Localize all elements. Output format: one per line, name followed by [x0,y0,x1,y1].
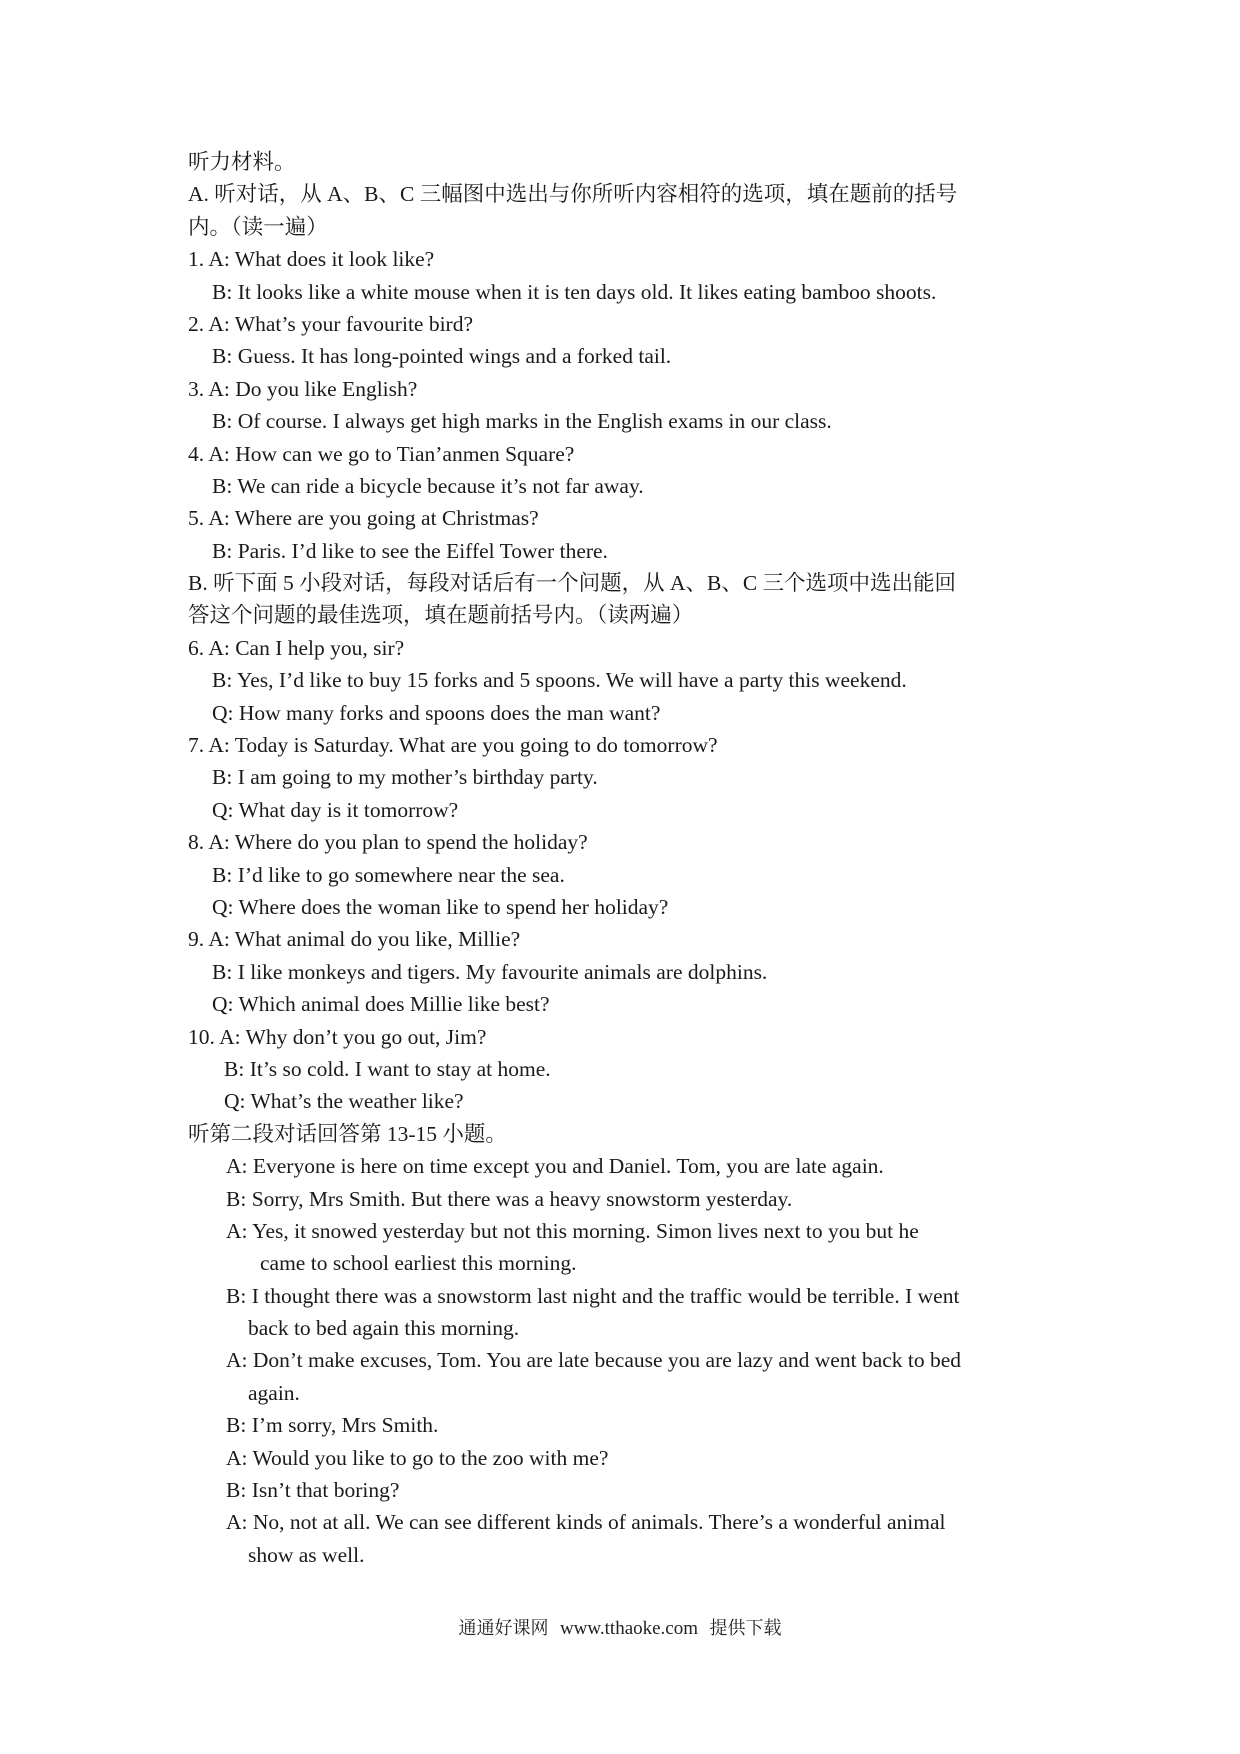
speaker-b-line: B: It’s so cold. I want to stay at home. [224,1056,551,1081]
dialogue-line-continuation: show as well. [248,1542,365,1567]
dialogue-line [188,1280,1093,1345]
dialogue-line: B: Isn’t that boring? [226,1478,400,1503]
dialogue-2-heading: 听第二段对话回答第 13-15 小题。 [188,1121,507,1146]
speaker-a-line: 10. A: Why don’t you go out, Jim? [188,1024,487,1049]
dialogue-line-text: A: No, not at all. We can see different kinds of animals. There’s a wonderful animal [226,1510,946,1535]
speaker-b-line: B: Of course. I always get high marks in the English exams in our class. [212,409,832,434]
section-a-item [188,243,1093,308]
speaker-a-line: 7. A: Today is Saturday. What are you going to do tomorrow? [188,733,718,758]
speaker-b-line: B: Yes, I’d like to buy 15 forks and 5 spoons. We will have a party this weekend. [212,668,907,693]
section-a-item [188,373,1093,438]
section-b-item [188,826,1093,923]
section-b-instruction-line-1: B. 听下面 5 小段对话，每段对话后有一个问题，从 A、B、C 三个选项中选出能回 [188,571,957,596]
section-a-instruction-line-2: 内。（读一遍） [188,214,328,239]
question-line: Q: Where does the woman like to spend her holiday? [212,894,669,919]
question-line: Q: What day is it tomorrow? [212,797,459,822]
question-line: Q: Which animal does Millie like best? [212,992,550,1017]
section-a-item [188,438,1093,503]
speaker-a-line: 8. A: Where do you plan to spend the holiday? [188,830,588,855]
page-footer [0,1617,1240,1641]
listening-material-document [188,146,1093,1571]
footer-suffix: 提供下载 [709,1618,782,1639]
dialogue-line: B: Sorry, Mrs Smith. But there was a heavy snowstorm yesterday. [226,1186,793,1211]
dialogue-line-text: A: Don’t make excuses, Tom. You are late because you are lazy and went back to bed [226,1348,962,1373]
dialogue-line-continuation: again. [248,1380,300,1405]
section-b-instruction-line-2: 答这个问题的最佳选项，填在题前括号内。（读两遍） [188,603,694,628]
section-a-item [188,308,1093,373]
speaker-a-line: 3. A: Do you like English? [188,376,418,401]
dialogue-line-continuation: back to bed again this morning. [248,1316,520,1341]
dialogue-line [188,1506,1093,1571]
section-b-item [188,1021,1093,1118]
question-line: Q: How many forks and spoons does the man want? [212,700,661,725]
question-line: Q: What’s the weather like? [224,1089,464,1114]
dialogue-line [188,1344,1093,1409]
speaker-b-line: B: I am going to my mother’s birthday party. [212,765,598,790]
speaker-a-line: 1. A: What does it look like? [188,247,435,272]
speaker-a-line: 5. A: Where are you going at Christmas? [188,506,539,531]
document-title: 听力材料。 [188,150,296,174]
speaker-b-line: B: We can ride a bicycle because it’s not far away. [212,473,644,498]
speaker-a-line: 4. A: How can we go to Tian’anmen Square? [188,441,575,466]
dialogue-line-text: A: Yes, it snowed yesterday but not this morning. Simon lives next to you but he [226,1218,919,1243]
speaker-a-line: 9. A: What animal do you like, Millie? [188,927,521,952]
speaker-b-line: B: I like monkeys and tigers. My favourite animals are dolphins. [212,959,768,984]
speaker-b-line: B: Guess. It has long-pointed wings and a forked tail. [212,344,672,369]
dialogue-line: B: I’m sorry, Mrs Smith. [226,1413,439,1438]
speaker-b-line: B: Paris. I’d like to see the Eiffel Tower there. [212,538,608,563]
dialogue-line: A: Everyone is here on time except you and Daniel. Tom, you are late again. [226,1154,884,1179]
dialogue-line-text: B: I thought there was a snowstorm last night and the traffic would be terrible. I went [226,1283,960,1308]
section-a-item [188,502,1093,567]
speaker-a-line: 6. A: Can I help you, sir? [188,635,405,660]
footer-url-link[interactable]: www.tthaoke.com [559,1618,699,1639]
section-a-instruction-line-1: A. 听对话，从 A、B、C 三幅图中选出与你所听内容相符的选项，填在题前的括号 [188,182,958,207]
speaker-b-line: B: It looks like a white mouse when it is ten days old. It likes eating bamboo shoots. [212,279,937,304]
speaker-b-line: B: I’d like to go somewhere near the sea. [212,862,565,887]
speaker-a-line: 2. A: What’s your favourite bird? [188,311,474,336]
dialogue-line-continuation: came to school earliest this morning. [260,1251,577,1276]
section-b-item [188,923,1093,1020]
section-b-item [188,632,1093,729]
footer-site-name: 通通好课网 [458,1618,549,1639]
section-b-item [188,729,1093,826]
dialogue-line [188,1215,1093,1280]
dialogue-line: A: Would you like to go to the zoo with me? [226,1445,609,1470]
